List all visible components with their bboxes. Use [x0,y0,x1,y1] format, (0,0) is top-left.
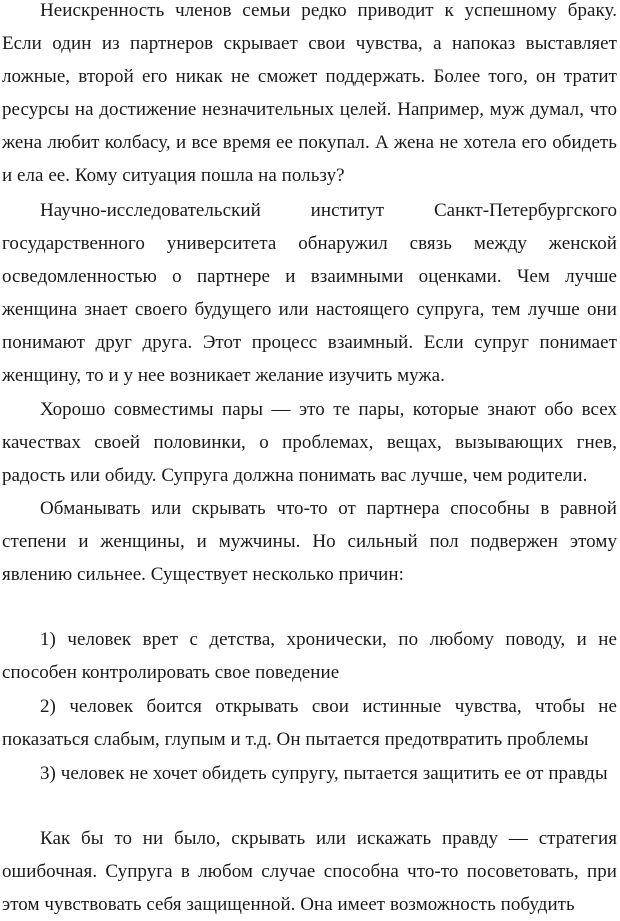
paragraph-5: Как бы то ни было, скрывать или искажать правду — стратегия ошибочная. Супруга в любом случае способна что-то посоветовать, при этом чувствовать себя защищенной. Она имеет возможность побудить [2,828,617,915]
paragraph-2: Научно-исследовательский институт Санкт-Петербургского государственного университета обнаружил связь между женской осведомленностью о партнере и взаимными оценками. Чем лучше женщина знает своего будущего или настоящего супруга, тем лучше они понимают друг друга. Этот процесс взаимный. Если супруг понимает женщину, то и у нее возникает желание изучить мужа. [2,200,617,386]
paragraph-3: Хорошо совместимы пары — это те пары, которые знают обо всех качествах своей половинки, о проблемах, вещах, вызывающих гнев, радость или обиду. Супруга должна понимать вас лучше, чем родители. [2,399,617,486]
list-item-1: 1) человек врет с детства, хронически, по любому поводу, и не способен контролировать свое поведение [2,629,617,683]
list-item-3: 3) человек не хочет обидеть супругу, пытается защитить ее от правды [40,763,608,784]
list-item-2: 2) человек боится открывать свои истинные чувства, чтобы не показаться слабым, глупым и т.д. Он пытается предотвратить проблемы [2,696,617,750]
paragraph-1: Неискренность членов семьи редко приводит к успешному браку. Если один из партнеров скрывает свои чувства, а напоказ выставляет ложные, второй его никак не сможет поддержать. Более того, он тратит ресурсы на достижение незначительных целей. Например, муж думал, что жена любит колбасу, и все время ее покупал. А жена не хотела его обидеть и ела ее. Кому ситуация пошла на пользу? [2,0,617,186]
paragraph-4: Обманывать или скрывать что-то от партнера способны в равной степени и женщины, и мужчины. Но сильный пол подвержен этому явлению сильнее. Существует несколько причин: [2,498,617,585]
